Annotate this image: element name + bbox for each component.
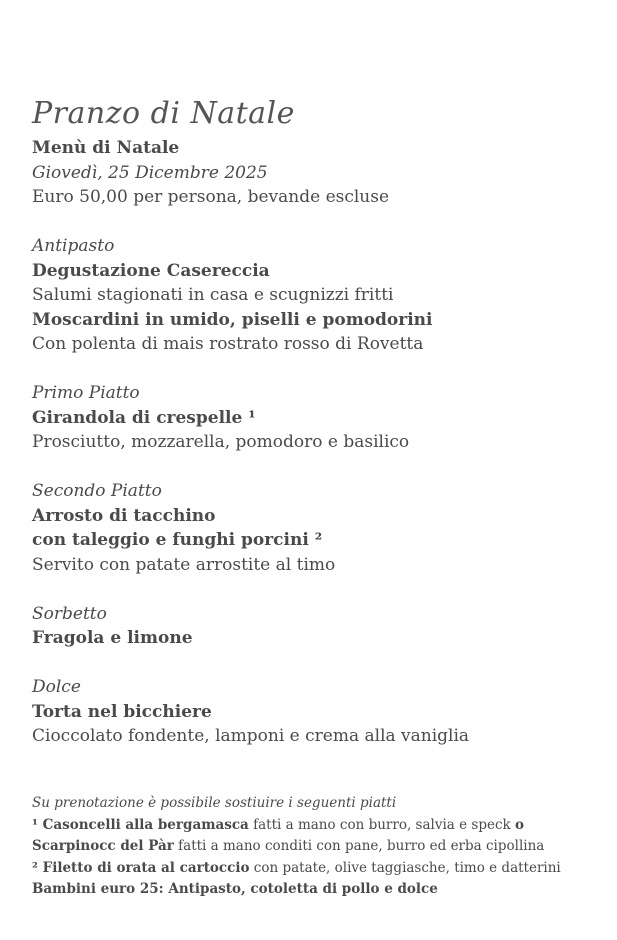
notes-section [32,793,592,901]
antipasto-heading: Antipasto [32,236,115,256]
dolce-section [32,675,592,749]
note-2-dish: ² Filetto di orata al cartoccio [32,859,250,876]
menu-title: Menù di Natale [32,138,180,158]
section-spacer [32,651,592,676]
antipasto-dish2-name: Moscardini in umido, piselli e pomodorini [32,309,433,330]
antipasto-dish1-name: Degustazione Casereccia [32,260,270,281]
menu-date: Giovedì, 25 Dicembre 2025 [32,162,268,183]
secondo-dish-name-line1: Arrosto di tacchino [32,505,216,526]
dolce-heading: Dolce [32,677,81,697]
primo-section [32,381,592,455]
section-spacer [32,455,592,480]
note-1-desc-a: fatti a mano con burro, salvia e speck [248,816,515,833]
note-1-line1 [32,815,592,837]
sorbetto-dish-name: Fragola e limone [32,628,193,648]
notes-intro: Su prenotazione è possibile sostiuire i seguenti piatti [32,795,397,811]
script-title: Pranzo di Natale [32,96,295,131]
dolce-dish-name: Torta nel bicchiere [32,701,212,722]
secondo-heading: Secondo Piatto [32,481,162,501]
note-1-desc-b: fatti a mano conditi con pane, burro ed erba cipollina [173,838,545,854]
antipasto-section [32,234,592,357]
antipasto-dish1-desc: Salumi stagionati in casa e scugnizzi fritti [32,285,394,305]
kids-menu-note: Bambini euro 25: Antipasto, cotoletta di pollo e dolce [32,881,438,897]
menu-page [32,92,592,749]
dolce-dish-desc: Cioccolato fondente, lamponi e crema alla vaniglia [32,726,470,746]
section-spacer [32,210,592,235]
note-1-dish-a: ¹ Casoncelli alla bergamasca [32,816,249,833]
section-spacer [32,357,592,382]
note-2 [32,858,592,880]
note-1-line2 [32,836,592,858]
secondo-dish-name-line2: con taleggio e funghi porcini ² [32,530,323,550]
sorbetto-section [32,602,592,651]
menu-price: Euro 50,00 per persona, bevande escluse [32,187,390,207]
antipasto-dish2-desc: Con polenta di mais rostrato rosso di Rovetta [32,334,424,354]
note-2-desc: con patate, olive taggiasche, timo e datterini [249,859,561,876]
section-spacer [32,577,592,602]
note-1-or: o [515,816,525,833]
note-1-dish-b: Scarpinocc del Pàr [32,838,174,854]
secondo-section [32,479,592,577]
secondo-dish-desc: Servito con patate arrostite al timo [32,554,336,575]
primo-dish-name: Girandola di crespelle ¹ [32,407,256,428]
primo-dish-desc: Prosciutto, mozzarella, pomodoro e basilico [32,432,410,452]
primo-heading: Primo Piatto [32,383,140,403]
sorbetto-heading: Sorbetto [32,603,107,624]
